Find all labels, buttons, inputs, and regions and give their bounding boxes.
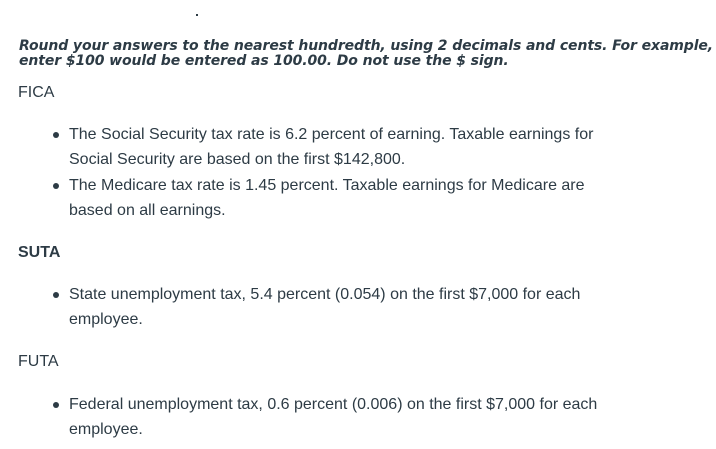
list-item-medicare	[0, 173, 700, 223]
suta-list	[0, 282, 700, 333]
fica-heading: FICA	[18, 84, 55, 101]
list-item-text: Social Security are based on the first $142,800.	[69, 151, 406, 168]
list-item-social-security	[0, 122, 700, 172]
list-item-text: State unemployment tax, 5.4 percent (0.054) on the first $7,000 for each	[69, 286, 581, 303]
stray-mark	[196, 14, 198, 16]
bullet-icon	[53, 183, 59, 189]
suta-heading: SUTA	[18, 244, 61, 261]
list-item-text: Federal unemployment tax, 0.6 percent (0.006) on the first $7,000 for each	[69, 396, 598, 413]
list-item-federal-unemployment	[0, 392, 700, 442]
bullet-icon	[53, 132, 59, 138]
list-item-text: employee.	[69, 311, 143, 328]
bullet-icon	[53, 402, 59, 408]
fica-list	[0, 122, 700, 224]
instructions-line-1: Round your answers to the nearest hundredth, using 2 decimals and cents. For example,	[19, 38, 714, 54]
rounding-instructions	[19, 38, 714, 69]
instructions-line-2: enter $100 would be entered as 100.00. Do not use the $ sign.	[19, 53, 509, 69]
list-item-text: based on all earnings.	[69, 202, 226, 219]
bullet-icon	[53, 292, 59, 298]
list-item-text: The Medicare tax rate is 1.45 percent. Taxable earnings for Medicare are	[69, 177, 585, 194]
list-item-state-unemployment	[0, 282, 700, 332]
list-item-text: employee.	[69, 421, 143, 438]
futa-heading: FUTA	[18, 353, 59, 370]
futa-list	[0, 392, 700, 443]
list-item-text: The Social Security tax rate is 6.2 percent of earning. Taxable earnings for	[69, 126, 594, 143]
